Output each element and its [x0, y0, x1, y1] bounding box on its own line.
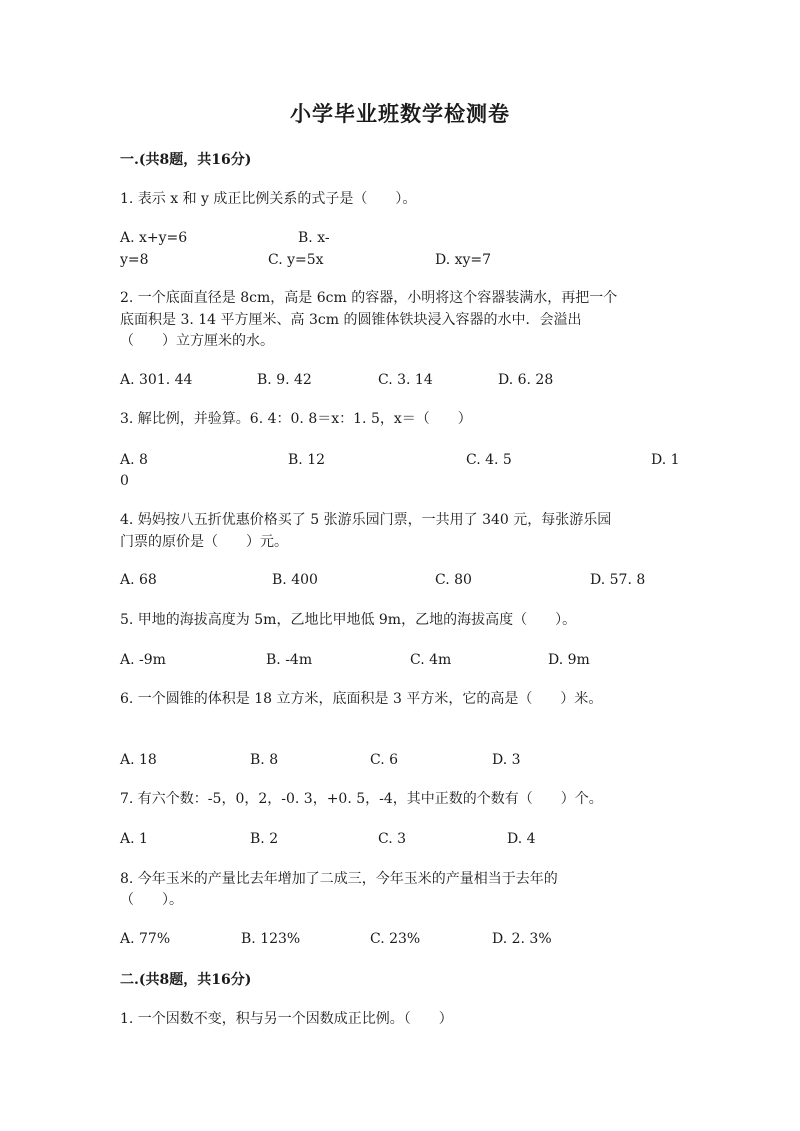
option-c: C. 3. 14 [378, 372, 433, 388]
option-d: D. 4 [507, 831, 536, 847]
question-stem-line: （ ）立方厘米的水。 [120, 333, 274, 349]
option-a: A. 1 [120, 831, 148, 847]
option-c: C. 3 [378, 831, 407, 847]
option-b: B. 123% [241, 931, 301, 947]
question-stem: 5. 甲地的海拔高度为 5m，乙地比甲地低 9m，乙地的海拔高度（ ）。 [120, 612, 577, 628]
option-a: A. 8 [120, 452, 148, 468]
question-stem-line: 底面积是 3. 14 平方厘米、高 3cm 的圆锥体铁块浸入容器的水中．会溢出 [120, 312, 582, 328]
question-stem: 3. 解比例，并验算。6. 4：0. 8＝x：1. 5，x＝（ ） [120, 411, 472, 427]
option-d: D. xy=7 [435, 252, 492, 268]
option-b: B. 12 [288, 452, 326, 468]
option-b: B. -4m [266, 652, 313, 668]
option-d: D. 6. 28 [498, 372, 554, 388]
question-stem: 6. 一个圆锥的体积是 18 立方米，底面积是 3 平方米，它的高是（ ）米。 [120, 691, 603, 707]
option-a: A. 18 [120, 752, 157, 768]
question-stem: 7. 有六个数：-5，0，2，-0. 3，+0. 5，-4，其中正数的个数有（ ）个。 [120, 791, 603, 807]
option-b: B. 9. 42 [257, 372, 312, 388]
option-a: A. -9m [120, 652, 166, 668]
question-stem-line: 2. 一个底面直径是 8cm，高是 6cm 的容器，小明将这个容器装满水，再把一个 [120, 290, 618, 306]
option-a: A. 301. 44 [120, 372, 193, 388]
question-stem: 1. 表示 x 和 y 成正比例关系的式子是（ ）。 [120, 191, 417, 207]
option-b: B. 2 [250, 831, 279, 847]
option-d: D. 57. 8 [590, 572, 646, 588]
option-c: C. y=5x [268, 252, 324, 268]
option-c: C. 23% [370, 931, 421, 947]
option-c: C. 4. 5 [466, 452, 512, 468]
option-d: D. 9m [548, 652, 590, 668]
option-d: D. 1 [651, 452, 680, 468]
question-stem: 1. 一个因数不变，积与另一个因数成正比例。（ ） [120, 1011, 453, 1027]
section-heading: 一.(共8题，共16分) [120, 152, 252, 168]
option-c: C. 6 [370, 752, 399, 768]
option-b: B. x- [298, 230, 330, 246]
option-a: A. 68 [120, 572, 157, 588]
option-d: D. 3 [492, 752, 521, 768]
question-stem-line: （ ）。 [120, 892, 183, 908]
question-stem-line: 8. 今年玉米的产量比去年增加了二成三，今年玉米的产量相当于去年的 [120, 871, 558, 887]
option-d: D. 2. 3% [492, 931, 552, 947]
page-title: 小学毕业班数学检测卷 [290, 101, 510, 126]
question-stem-line: 4. 妈妈按八五折优惠价格买了 5 张游乐园门票，一共用了 340 元，每张游乐园 [120, 512, 612, 528]
option-d-continued: 0 [120, 473, 129, 489]
option-c: C. 80 [435, 572, 472, 588]
option-b: B. 400 [272, 572, 318, 588]
section-heading: 二.(共8题，共16分) [120, 972, 252, 988]
option-a: A. x+y=6 [120, 230, 188, 246]
option-a: A. 77% [120, 931, 171, 947]
question-stem-line: 门票的原价是（ ）元。 [120, 534, 288, 550]
option-b-continued: y=8 [120, 252, 149, 268]
option-b: B. 8 [250, 752, 279, 768]
option-c: C. 4m [410, 652, 452, 668]
